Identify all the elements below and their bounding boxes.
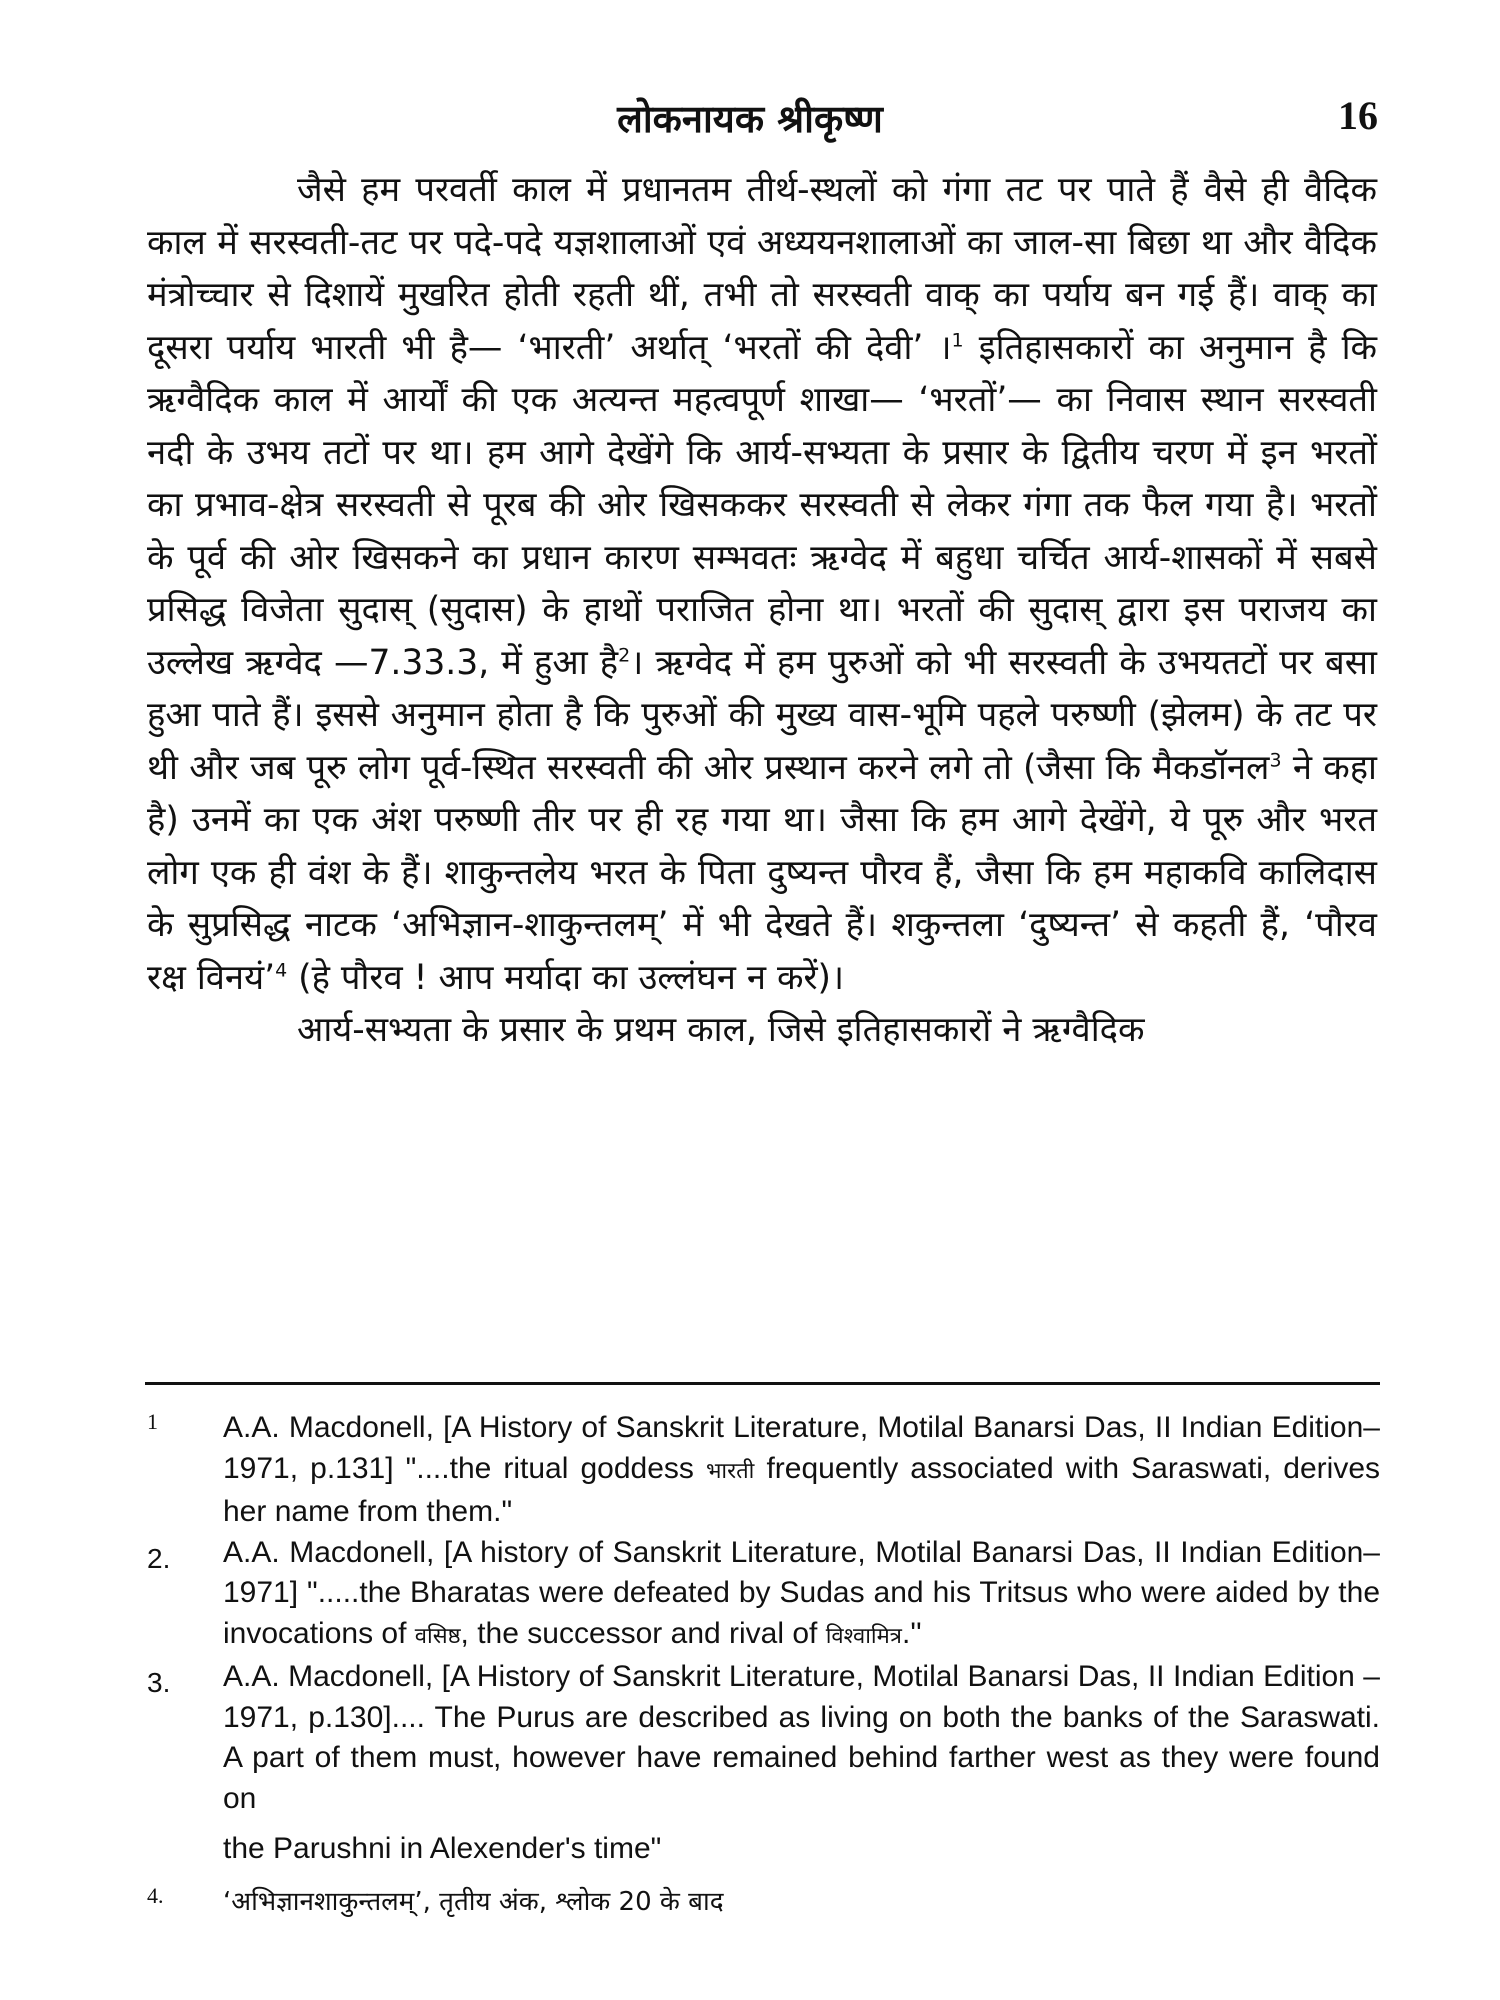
footnote-ref-3: 3: [1269, 749, 1282, 771]
footnote-2-text-c: .'': [901, 1616, 922, 1650]
paragraph-1-text-a: जैसे हम परवर्ती काल में प्रधानतम तीर्थ-स्थलों को गंगा तट पर पाते हैं वैसे ही वैदिक काल में सरस्वती-तट पर पदे-पदे यज्ञशालाओं एवं अध्ययनशालाओं का जाल-सा बिछा था और वैदिक मंत्रोच्चार से दिशायें मुखरित होती रहती थीं, तभी तो सरस्वती वाक् का पर्याय बन गई हैं। वाक् का दूसरा पर्याय भारती भी है— ‘भारती’ अर्थात् ‘भरतों की देवी’ ।: [147, 170, 1377, 368]
running-title: लोकनायक श्रीकृष्ण: [617, 97, 883, 141]
footnote-ref-1: 1: [951, 329, 964, 351]
footnote-1-text-a: A.A. Macdonell, [A History of Sanskrit Literature, Motilal Banarsi Das, II Indian Edition– 1971, p.131] "....the ritual goddess: [223, 1411, 1380, 1485]
footnote-3-text-continued: the Parushni in Alexender's time": [223, 1832, 662, 1865]
footnote-2-text-a: A.A. Macdonell, [A history of Sanskrit Literature, Motilal Banarsi Das, II Indian Edition– 1971] ".....the Bharatas were defeated by Sudas and his Tritsus who were aided by the invocations of: [223, 1535, 1380, 1650]
footnotes: [147, 1408, 1380, 1922]
running-head: [0, 92, 1500, 152]
paragraph-1-text-c: । ऋग्वेद में हम पुरुओं को भी सरस्वती के उभयतटों पर बसा हुआ पाते हैं। इससे अनुमान होता है कि पुरुओं की मुख्य वास-भूमि पहले परुष्णी (झेलम) के तट पर थी और जब पूरु लोग पूर्व-स्थित सरस्वती की ओर प्रस्थान करने लगे तो (जैसा कि मैकडॉनल: [147, 642, 1377, 788]
footnote-2-devanagari-2: विश्वामित्र: [825, 1623, 902, 1649]
footnote-1-text-b: frequently associated with Saraswati, derives her name from them.": [223, 1451, 1380, 1528]
paragraph-1-text-d: ने कहा है) उनमें का एक अंश परुष्णी तीर पर ही रह गया था। जैसा कि हम आगे देखेंगे, ये पूरु और भरत लोग एक ही वंश के हैं। शाकुन्तलेय भरत के पिता दुष्यन्त पौरव हैं, जैसा कि हम महाकवि कालिदास के सुप्रसिद्ध नाटक ‘अभिज्ञान-शाकुन्तलम्’ में भी देखते हैं। शकुन्तला ‘दुष्यन्त’ से कहती हैं, ‘पौरव रक्ष विनयं’: [147, 747, 1377, 998]
paragraph-2: आर्य-सभ्यता के प्रसार के प्रथम काल, जिसे इतिहासकारों ने ऋग्वैदिक: [297, 1010, 1145, 1050]
footnote-3: [147, 1657, 1380, 1870]
footnote-divider: [145, 1382, 1380, 1385]
footnote-4-text: ‘अभिज्ञानशाकुन्तलम्’, तृतीय अंक, श्लोक 20 के बाद: [223, 1886, 724, 1917]
footnote-4-number: 4.: [147, 1882, 164, 1908]
footnote-1: [147, 1408, 1380, 1533]
paragraph-1-text-b: इतिहासकारों का अनुमान है कि ऋग्वैदिक काल में आर्यों की एक अत्यन्त महत्वपूर्ण शाखा— ‘भरतों’— का निवास स्थान सरस्वती नदी के उभय तटों पर था। हम आगे देखेंगे कि आर्य-सभ्यता के प्रसार के द्वितीय चरण में इन भरतों का प्रभाव-क्षेत्र सरस्वती से पूरब की ओर खिसककर सरस्वती से लेकर गंगा तक फैल गया है। भरतों के पूर्व की ओर खिसकने का प्रधान कारण सम्भवतः ऋग्वेद में बहुधा चर्चित आर्य-शासकों में सबसे प्रसिद्ध विजेता सुदास् (सुदास) के हाथों पराजित होना था। भरतों की सुदास् द्वारा इस पराजय का उल्लेख ऋग्वेद —7.33.3, में हुआ है: [147, 327, 1377, 683]
footnote-3-text: A.A. Macdonell, [A History of Sanskrit Literature, Motilal Banarsi Das, II Indian Edition – 1971, p.130].... The Purus are described as living on both the banks of the Saraswati. A part of them must, however have remained behind farther west as they were found on: [223, 1660, 1380, 1815]
body-text: [147, 164, 1377, 1057]
footnote-2: [147, 1533, 1380, 1658]
page-number: 16: [1338, 93, 1378, 138]
footnote-1-devanagari: भारती: [705, 1458, 755, 1484]
footnote-2-text-b: , the successor and rival of: [460, 1616, 826, 1650]
footnote-1-number: 1: [147, 1409, 158, 1434]
footnote-ref-2: 2: [618, 644, 631, 666]
footnote-2-text: [223, 1533, 1380, 1658]
footnote-ref-4: 4: [275, 959, 288, 981]
footnote-4: [147, 1882, 1380, 1923]
paragraph-1-text-e: (हे पौरव ! आप मर्यादा का उल्लंघन न करें)।: [287, 957, 845, 998]
footnote-2-devanagari-1: वसिष्ठ: [414, 1623, 461, 1649]
footnote-2-number: 2.: [147, 1542, 171, 1574]
footnote-1-text: [223, 1408, 1380, 1533]
footnote-3-number: 3.: [147, 1667, 171, 1698]
paragraph-1: [147, 164, 1377, 1004]
